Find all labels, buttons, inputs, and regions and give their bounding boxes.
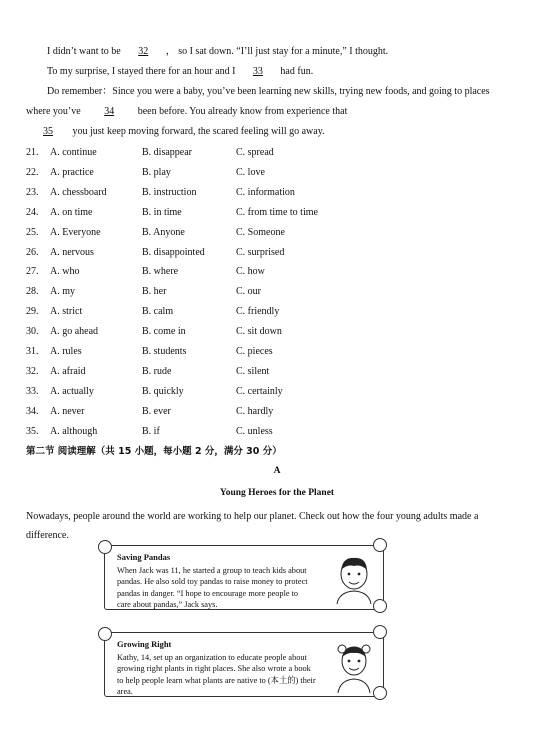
option-b: B. rude [142, 365, 172, 377]
card-body [117, 552, 322, 611]
option-c: C. how [236, 266, 265, 278]
card-line: to help people learn what plants are native to (本土的) their [117, 675, 316, 685]
question-number: 28. [26, 286, 39, 298]
option-c: C. Someone [236, 226, 285, 238]
card-saving-pandas [104, 545, 384, 610]
passage-line-2 [47, 65, 313, 79]
option-c: C. hardly [236, 405, 274, 417]
question-number: 32. [26, 365, 39, 377]
passage-line-5 [26, 125, 325, 139]
boy-portrait-icon [331, 552, 377, 604]
option-a: A. chessboard [50, 186, 107, 198]
option-b: B. instruction [142, 186, 197, 198]
option-a: A. actually [50, 385, 94, 397]
option-c: C. from time to time [236, 206, 318, 218]
intro-line-1: Nowadays, people around the world are working to help our planet. Check out how the four young adults made a [26, 511, 479, 522]
option-b: B. come in [142, 326, 186, 338]
option-a: A. nervous [50, 246, 94, 258]
question-number: 21. [26, 147, 39, 158]
option-b: B. her [142, 286, 167, 298]
option-b: B. play [142, 166, 171, 178]
option-b: B. quickly [142, 385, 184, 397]
scroll-curl-icon [373, 686, 387, 700]
option-c: C. love [236, 166, 265, 178]
option-c: C. friendly [236, 306, 280, 318]
card-line: Kathy, 14, set up an organization to educate people about [117, 652, 307, 662]
card-title: Saving Pandas [117, 552, 171, 562]
part-label: A [273, 466, 281, 476]
scroll-curl-icon [373, 599, 387, 613]
option-b: B. students [142, 346, 187, 357]
option-b: B. if [142, 425, 160, 437]
option-a: A. practice [50, 166, 94, 178]
card-line: When Jack was 11, he started a group to teach kids about [117, 565, 307, 575]
option-b: B. calm [142, 306, 174, 318]
option-a: A. on time [50, 206, 93, 218]
question-number: 31. [26, 346, 39, 357]
scroll-curl-icon [373, 625, 387, 639]
text: had fun. [277, 66, 314, 77]
option-a: A. continue [50, 147, 97, 158]
option-c: C. unless [236, 425, 273, 437]
option-b: B. where [142, 266, 179, 278]
option-a: A. afraid [50, 365, 86, 377]
card-line: area. [117, 687, 133, 696]
girl-portrait-icon [331, 637, 377, 693]
text: I didn’t want to be [47, 46, 124, 57]
option-a: A. Everyone [50, 226, 101, 238]
question-number: 34. [26, 405, 39, 417]
option-c: C. our [236, 286, 261, 298]
passage-line-3: Do remember：Since you were a baby, you’ve been learning new skills, trying new foods, and going to places [47, 86, 490, 97]
option-b: B. Anyone [142, 226, 185, 238]
question-number: 30. [26, 326, 39, 338]
option-b: B. disappointed [142, 246, 205, 258]
blank-33: 33 [252, 66, 263, 77]
option-c: C. spread [236, 147, 274, 158]
text: ， so I sat down. “I’ll just stay for a minute,” I thought. [163, 46, 389, 57]
question-number: 35. [26, 425, 39, 437]
option-a: A. go ahead [50, 326, 99, 338]
option-c: C. pieces [236, 346, 273, 357]
option-a: A. although [50, 425, 98, 437]
option-a: A. never [50, 405, 85, 417]
question-number: 27. [26, 266, 39, 278]
question-number: 24. [26, 206, 39, 218]
text: To my surprise, I stayed there for an hour and I [47, 66, 238, 77]
card-line: pandas in danger. “I hope to encourage more people to [117, 588, 299, 598]
text: where you’ve [26, 106, 84, 117]
blank-34: 34 [104, 106, 115, 117]
question-number: 29. [26, 306, 39, 318]
scroll-curl-icon [98, 540, 112, 554]
card-growing-right [104, 632, 384, 697]
question-number: 25. [26, 226, 39, 238]
question-number: 33. [26, 385, 39, 397]
question-number: 23. [26, 186, 39, 198]
option-b: B. ever [142, 405, 171, 417]
question-number: 26. [26, 246, 39, 258]
option-c: C. silent [236, 365, 270, 377]
question-number: 22. [26, 166, 39, 178]
blank-35: 35 [43, 126, 53, 137]
passage-line-4 [26, 105, 347, 119]
option-a: A. my [50, 286, 75, 298]
card-line: pandas. He also sold toy pandas to raise money to protect [117, 577, 308, 586]
scroll-curl-icon [373, 538, 387, 552]
option-b: B. in time [142, 206, 182, 218]
section-heading: 第二节 阅读理解（共 15 小题，每小题 2 分，满分 30 分） [26, 446, 282, 457]
text: been before. You already know from experience that [135, 106, 348, 117]
option-c: C. information [236, 186, 295, 198]
passage-title: Young Heroes for the Planet [219, 488, 335, 498]
option-c: C. certainly [236, 385, 283, 397]
option-a: A. strict [50, 306, 83, 318]
card-line: care about pandas,” Jack says. [117, 600, 218, 609]
card-title: Growing Right [117, 639, 172, 649]
scroll-curl-icon [98, 627, 112, 641]
blank-32: 32 [138, 46, 149, 57]
option-a: A. who [50, 266, 80, 278]
intro-line-2: difference. [26, 530, 69, 541]
card-line: growing right plants in right places. She also wrote a book [117, 664, 311, 673]
option-c: C. sit down [236, 326, 282, 338]
option-b: B. disappear [142, 147, 192, 158]
card-body [117, 639, 322, 698]
passage-line-1 [47, 45, 388, 59]
text: you just keep moving forward, the scared feeling will go away. [70, 126, 325, 137]
option-a: A. rules [50, 346, 82, 357]
option-c: C. surprised [236, 246, 285, 258]
